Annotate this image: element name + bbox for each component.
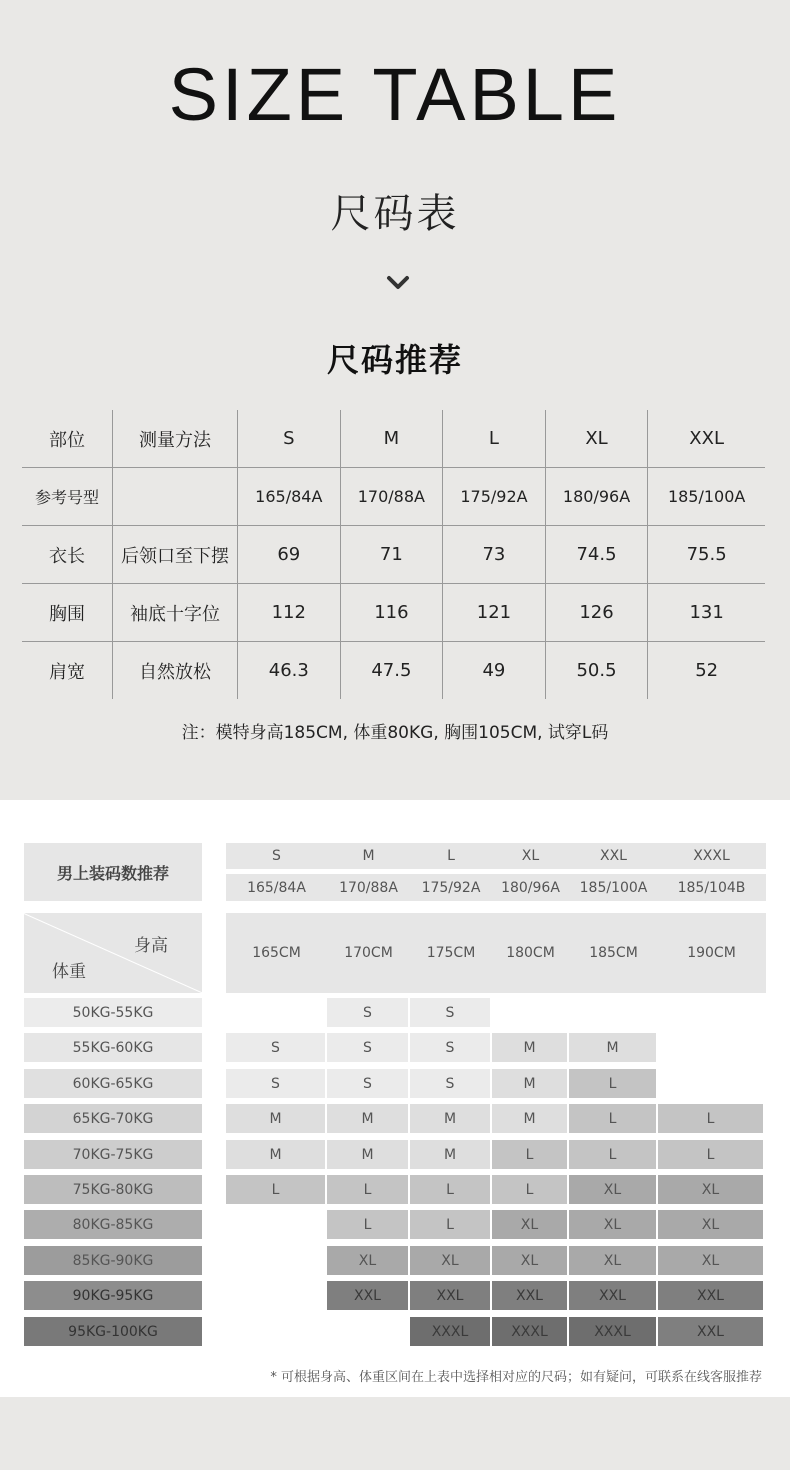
height-header-cell: 180CM xyxy=(506,945,555,961)
size-recommend-cell: L xyxy=(492,1140,567,1169)
size-recommend-cell: L xyxy=(327,1210,408,1239)
table-cell: 180/96A xyxy=(545,468,648,526)
height-weight-corner xyxy=(24,913,202,993)
size-recommend-cell: XL xyxy=(492,1210,567,1239)
table-cell xyxy=(113,468,238,526)
table-cell: 165/84A xyxy=(238,468,341,526)
size-code-cell: 175/92A xyxy=(421,879,481,896)
size-recommend-cell: L xyxy=(658,1140,763,1169)
size-recommend-cell: S xyxy=(327,998,408,1027)
height-header-cell: 175CM xyxy=(426,945,476,961)
table-cell: 71 xyxy=(340,526,443,584)
height-header-cell: 170CM xyxy=(344,945,393,961)
size-recommend-cell: S xyxy=(226,1033,325,1062)
size-recommend-cell: M xyxy=(410,1140,490,1169)
table-cell: 胸围 xyxy=(22,584,113,642)
size-recommend-cell: L xyxy=(410,1210,490,1239)
table-cell: 袖底十字位 xyxy=(113,584,238,642)
recommend-grid-title: 男上装码数推荐 xyxy=(24,843,202,901)
size-recommend-cell: XXL xyxy=(658,1317,763,1346)
header-cell: M xyxy=(340,410,443,468)
size-recommend-cell: S xyxy=(410,1033,490,1062)
header-cell: 测量方法 xyxy=(113,410,238,468)
table-cell: 112 xyxy=(238,584,341,642)
weight-axis-label: 体重 xyxy=(52,962,86,982)
weight-range-cell: 90KG-95KG xyxy=(24,1281,202,1310)
table-cell: 69 xyxy=(238,526,341,584)
weight-range-cell: 60KG-65KG xyxy=(24,1069,202,1098)
height-header-cell: 165CM xyxy=(252,945,301,961)
size-recommend-cell: L xyxy=(569,1104,656,1133)
size-recommend-cell: XL xyxy=(410,1246,490,1275)
header-cell: XL xyxy=(545,410,648,468)
size-recommend-cell: XXXL xyxy=(410,1317,490,1346)
table-cell: 175/92A xyxy=(443,468,546,526)
size-header-cell: L xyxy=(447,848,455,864)
size-header-cell: M xyxy=(362,848,375,864)
header-cell: XXL xyxy=(648,410,765,468)
chevron-down-icon xyxy=(386,273,410,293)
size-recommend-cell: S xyxy=(327,1033,408,1062)
size-recommend-cell: L xyxy=(410,1175,490,1204)
table-cell: 自然放松 xyxy=(113,642,238,700)
size-recommend-cell: XXL xyxy=(327,1281,408,1310)
size-header-cell: XL xyxy=(521,848,540,864)
size-recommend-cell: L xyxy=(569,1069,656,1098)
table-cell: 73 xyxy=(443,526,546,584)
size-recommend-cell: XXL xyxy=(569,1281,656,1310)
table-cell: 后领口至下摆 xyxy=(113,526,238,584)
size-recommend-cell: XXXL xyxy=(492,1317,567,1346)
weight-range-cell: 85KG-90KG xyxy=(24,1246,202,1275)
recommend-title: 尺码推荐 xyxy=(326,341,463,379)
size-code-cell: 165/84A xyxy=(247,879,306,896)
table-cell: 185/100A xyxy=(648,468,765,526)
recommend-grid-section xyxy=(0,800,790,1397)
weight-range-cell: 95KG-100KG xyxy=(24,1317,202,1346)
size-recommend-cell: XXL xyxy=(658,1281,763,1310)
size-recommend-cell: L xyxy=(569,1140,656,1169)
size-recommend-cell: L xyxy=(658,1104,763,1133)
weight-range-cell: 65KG-70KG xyxy=(24,1104,202,1133)
recommend-footnote: * 可根据身高、体重区间在上表中选择相对应的尺码；如有疑问，可联系在线客服推荐 xyxy=(270,1370,762,1385)
table-cell: 126 xyxy=(545,584,648,642)
size-recommend-cell: XL xyxy=(658,1175,763,1204)
table-cell: 肩宽 xyxy=(22,642,113,700)
size-recommend-cell: L xyxy=(327,1175,408,1204)
size-recommend-cell: M xyxy=(410,1104,490,1133)
size-recommend-cell: M xyxy=(492,1069,567,1098)
size-recommend-cell: XL xyxy=(327,1246,408,1275)
table-cell: 131 xyxy=(648,584,765,642)
size-recommend-cell: S xyxy=(327,1069,408,1098)
size-recommend-cell: M xyxy=(226,1104,325,1133)
header-cell: S xyxy=(238,410,341,468)
table-cell: 52 xyxy=(695,660,719,681)
table-cell: 121 xyxy=(443,584,546,642)
header-cell: 部位 xyxy=(22,410,113,468)
size-recommend-cell: XL xyxy=(658,1246,763,1275)
size-recommend-cell: M xyxy=(327,1104,408,1133)
table-cell: 49 xyxy=(443,642,546,700)
size-code-cell: 185/104B xyxy=(677,879,746,896)
size-code-cell: 170/88A xyxy=(339,879,398,896)
table-cell: 50.5 xyxy=(545,642,648,700)
model-note: 注：模特身高185CM, 体重80KG, 胸围105CM, 试穿L码 xyxy=(181,723,609,743)
size-recommend-cell: XXXL xyxy=(569,1317,656,1346)
size-measure-table xyxy=(22,410,765,699)
table-cell: 衣长 xyxy=(22,526,113,584)
size-recommend-cell: M xyxy=(492,1104,567,1133)
size-code-cell: 180/96A xyxy=(501,879,560,896)
size-recommend-cell: XL xyxy=(492,1246,567,1275)
table-cell: 参考号型 xyxy=(22,468,113,526)
size-recommend-cell: XL xyxy=(569,1175,656,1204)
size-code-cell: 185/100A xyxy=(579,879,648,896)
size-recommend-cell: S xyxy=(410,1069,490,1098)
table-row xyxy=(22,584,765,642)
size-recommend-cell: XXL xyxy=(410,1281,490,1310)
table-cell: 75.5 xyxy=(648,526,765,584)
table-cell: 74.5 xyxy=(545,526,648,584)
table-cell: 47.5 xyxy=(340,642,443,700)
size-header-cell: XXL xyxy=(600,848,627,864)
height-header-cell: 190CM xyxy=(687,945,736,961)
table-cell: 170/88A xyxy=(340,468,443,526)
size-recommend-cell: S xyxy=(410,998,490,1027)
size-table-title: SIZE TABLE xyxy=(168,53,622,136)
weight-range-cell: 70KG-75KG xyxy=(24,1140,202,1169)
table-header-row xyxy=(22,410,765,468)
weight-range-cell: 55KG-60KG xyxy=(24,1033,202,1062)
size-recommend-cell: XXL xyxy=(492,1281,567,1310)
size-header-cell: S xyxy=(272,848,281,864)
header-cell: L xyxy=(443,410,546,468)
size-recommend-cell: M xyxy=(226,1140,325,1169)
size-recommend-cell: M xyxy=(492,1033,567,1062)
size-recommend-cell: XL xyxy=(569,1246,656,1275)
table-cell: 46.3 xyxy=(238,642,341,700)
size-recommend-cell: S xyxy=(226,1069,325,1098)
size-recommend-cell: M xyxy=(569,1033,656,1062)
table-row xyxy=(22,642,765,700)
table-row xyxy=(22,526,765,584)
size-header-cell: XXXL xyxy=(693,848,730,864)
size-recommend-cell: M xyxy=(327,1140,408,1169)
size-recommend-cell: L xyxy=(492,1175,567,1204)
weight-range-cell: 75KG-80KG xyxy=(24,1175,202,1204)
table-row xyxy=(22,468,765,526)
diagonal-divider xyxy=(24,913,202,993)
size-recommend-cell: XL xyxy=(569,1210,656,1239)
size-table-title-cn: 尺码表 xyxy=(330,191,460,237)
weight-range-cell: 80KG-85KG xyxy=(24,1210,202,1239)
weight-range-cell: 50KG-55KG xyxy=(24,998,202,1027)
height-header-cell: 185CM xyxy=(589,945,638,961)
size-recommend-cell: XL xyxy=(658,1210,763,1239)
height-axis-label: 身高 xyxy=(134,936,168,956)
size-recommend-cell: L xyxy=(226,1175,325,1204)
table-cell: 116 xyxy=(340,584,443,642)
